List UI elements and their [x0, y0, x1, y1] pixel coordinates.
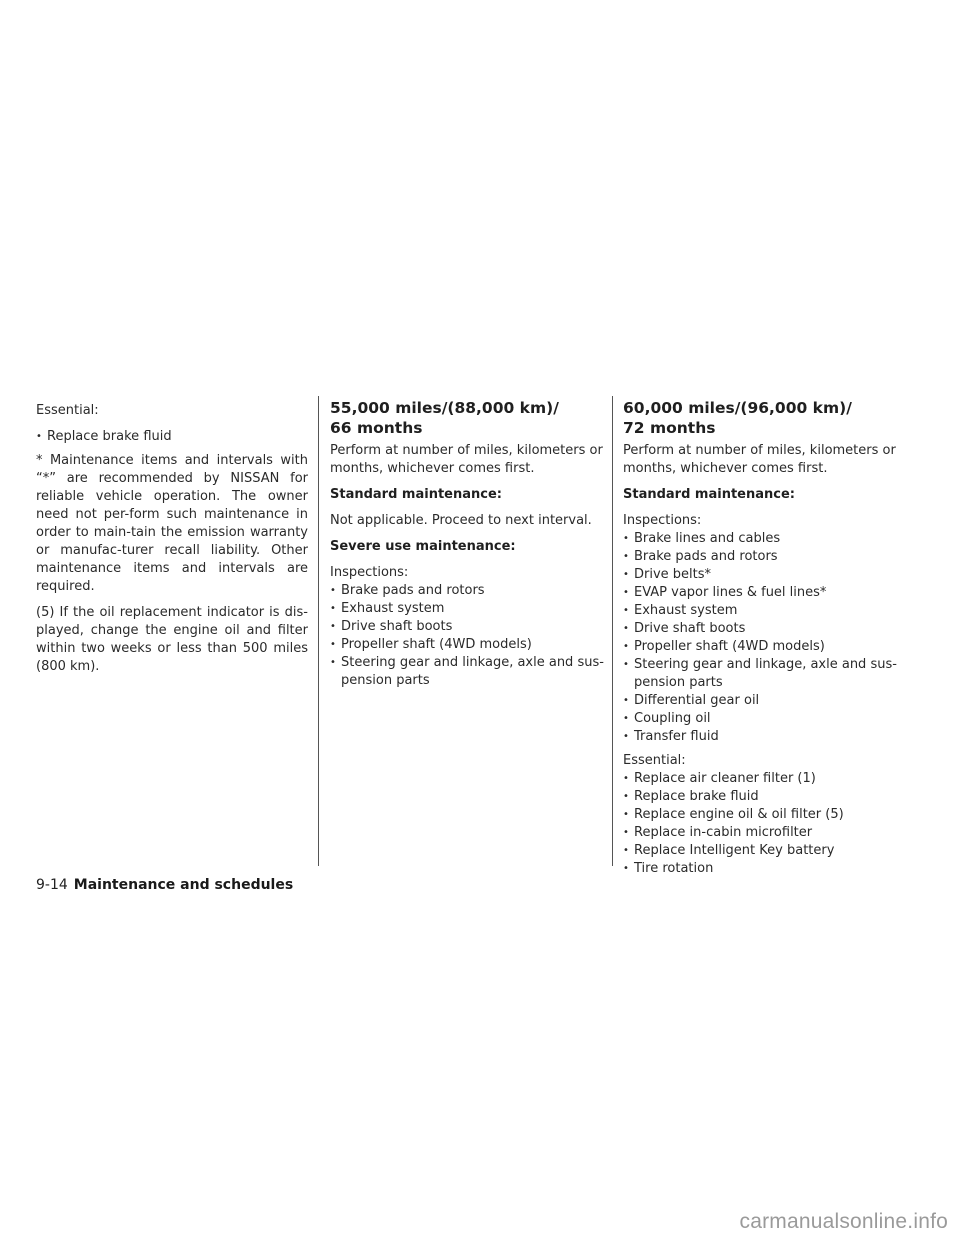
column-2 — [330, 399, 604, 696]
list-item: • Propeller shaft (4WD models) — [623, 638, 899, 656]
oil-indicator-note: (5) If the oil replacement indicator is dis-played, change the engine oil and filter within two weeks or less than 500 miles (800 km). — [36, 605, 308, 674]
heading-line: 60,000 miles/(96,000 km)/ — [623, 399, 852, 417]
inspections-list — [330, 582, 604, 690]
interval-heading-60000 — [623, 398, 899, 438]
list-item: • Replace in-cabin microfilter — [623, 824, 899, 842]
list-item: • Drive shaft boots — [330, 618, 604, 636]
watermark: carmanualsonline.info — [739, 1210, 948, 1233]
list-item: • Propeller shaft (4WD models) — [330, 636, 604, 654]
list-item: • Coupling oil — [623, 710, 899, 728]
section-title: Maintenance and schedules — [73, 877, 294, 893]
list-item: • Steering gear and linkage, axle and sus-pension parts — [330, 654, 604, 690]
list-item: • Replace Intelligent Key battery — [623, 842, 899, 860]
list-item: • EVAP vapor lines & fuel lines* — [623, 584, 899, 602]
list-item: • Drive shaft boots — [623, 620, 899, 638]
essential-list — [36, 428, 308, 446]
severe-maintenance-label: Severe use maintenance: — [330, 539, 516, 554]
essential-label: Essential: — [623, 753, 686, 768]
essential-label: Essential: — [36, 403, 99, 418]
list-item: • Brake pads and rotors — [330, 582, 604, 600]
column-1 — [36, 402, 308, 684]
list-item: • Brake pads and rotors — [623, 548, 899, 566]
heading-line: 66 months — [330, 419, 423, 437]
list-item: • Tire rotation — [623, 860, 899, 878]
heading-line: 72 months — [623, 419, 716, 437]
page-footer — [36, 876, 293, 894]
list-item: • Replace brake fluid — [623, 788, 899, 806]
interval-intro: Perform at number of miles, kilometers or months, whichever comes first. — [623, 443, 896, 476]
list-item: • Replace air cleaner filter (1) — [623, 770, 899, 788]
heading-line: 55,000 miles/(88,000 km)/ — [330, 399, 559, 417]
essential-list — [623, 770, 899, 878]
list-item: • Drive belts* — [623, 566, 899, 584]
inspections-list — [623, 530, 899, 746]
standard-maintenance-text: Not applicable. Proceed to next interval. — [330, 513, 592, 528]
column-divider — [318, 396, 319, 866]
list-item: • Exhaust system — [623, 602, 899, 620]
list-item: • Differential gear oil — [623, 692, 899, 710]
maintenance-note: * Maintenance items and intervals with “*” are recommended by NISSAN for reliable vehicle operation. The owner need not per-form such maintenance in order to main-tain the emission warranty or manufac-turer recall liability. Other maintenance items and intervals are required. — [36, 453, 308, 594]
column-divider — [612, 396, 613, 866]
list-item: • Replace brake fluid — [36, 428, 308, 446]
list-item: • Transfer fluid — [623, 728, 899, 746]
inspections-label: Inspections: — [330, 565, 409, 580]
list-item: • Exhaust system — [330, 600, 604, 618]
page-number: 9-14 — [36, 877, 68, 893]
standard-maintenance-label: Standard maintenance: — [623, 487, 795, 502]
column-3 — [623, 399, 899, 884]
list-item: • Brake lines and cables — [623, 530, 899, 548]
standard-maintenance-label: Standard maintenance: — [330, 487, 502, 502]
inspections-label: Inspections: — [623, 513, 702, 528]
interval-heading-55000 — [330, 398, 604, 438]
interval-intro: Perform at number of miles, kilometers or months, whichever comes first. — [330, 443, 603, 476]
list-item: • Steering gear and linkage, axle and sus-pension parts — [623, 656, 899, 692]
list-item: • Replace engine oil & oil filter (5) — [623, 806, 899, 824]
